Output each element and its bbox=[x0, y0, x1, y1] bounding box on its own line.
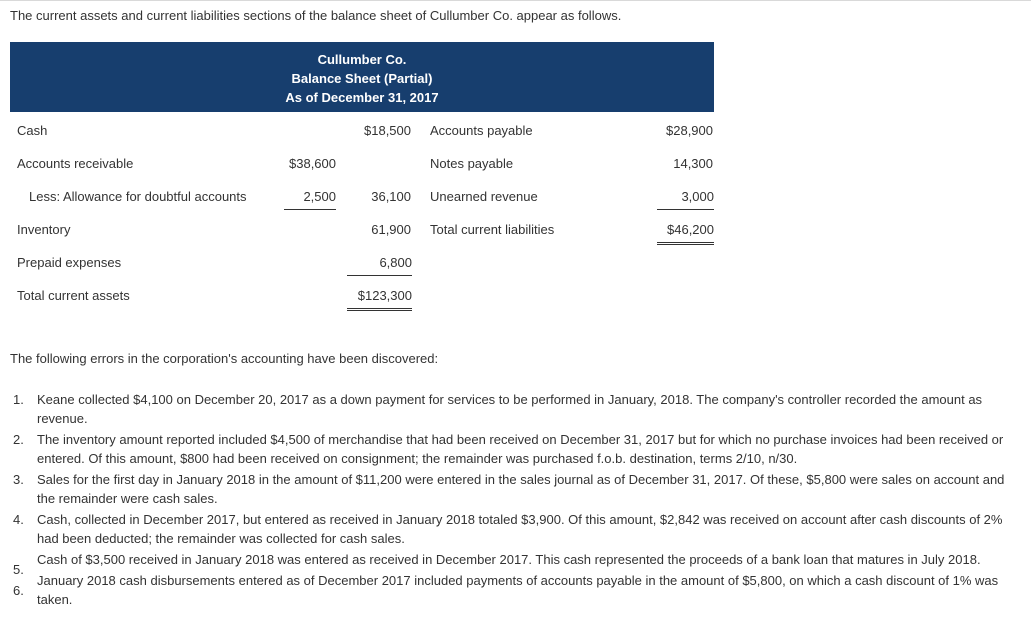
unearned-amount: 3,000 bbox=[657, 189, 714, 210]
error-text: January 2018 cash disbursements entered as of December 2017 included payments of accounts payable in the amount of $5,800, on which a cash discount of 1% was taken. bbox=[37, 573, 999, 607]
inventory-label: Inventory bbox=[17, 222, 71, 237]
cash-label: Cash bbox=[17, 123, 48, 138]
balance-sheet-header bbox=[10, 42, 714, 112]
total-assets-label: Total current assets bbox=[17, 288, 130, 303]
error-item bbox=[10, 470, 1025, 508]
prepaid-label: Prepaid expenses bbox=[17, 255, 122, 270]
error-text: Sales for the first day in January 2018 in the amount of $11,200 were entered in the sales journal as of December 31, 2017. Of these, $5,800 were sales on account and the remainder were cash sales. bbox=[37, 472, 1005, 506]
ap-amount: $28,900 bbox=[666, 123, 713, 138]
error-text: Cash of $3,500 received in January 2018 was entered as received in December 2017. This cash represented the proceeds of a bank loan that matures in July 2018. bbox=[37, 552, 981, 567]
ap-label: Accounts payable bbox=[430, 123, 533, 138]
error-item bbox=[10, 390, 1025, 428]
np-amount: 14,300 bbox=[673, 156, 713, 171]
error-number: 1. bbox=[13, 392, 24, 407]
error-text: Cash, collected in December 2017, but entered as received in January 2018 totaled $3,900. Of this amount, $2,842 was received on account after cash discounts of 2% had been deducted; the remainder was collected for cash sales. bbox=[37, 512, 1003, 546]
allowance-amount: 2,500 bbox=[284, 189, 336, 210]
error-text: Keane collected $4,100 on December 20, 2017 as a down payment for services to be performed in January, 2018. The company's controller recorded the amount as revenue. bbox=[37, 392, 983, 426]
ar-amount: $38,600 bbox=[289, 156, 336, 171]
company-name: Cullumber Co. bbox=[317, 52, 407, 67]
statement-title: Balance Sheet (Partial) bbox=[291, 71, 433, 86]
errors-list bbox=[10, 390, 1025, 611]
error-number: 4. bbox=[13, 512, 24, 527]
error-text: The inventory amount reported included $4,500 of merchandise that had been received on December 31, 2017 but for which no purchase invoices had been received or entered. Of this amount, $800 had been received on consignment; the remainder was purchased f.o.b. destination, terms 2/10, n/30. bbox=[37, 432, 1004, 466]
cash-total: $18,500 bbox=[364, 123, 411, 138]
top-divider bbox=[0, 0, 1031, 1]
error-number: 5. bbox=[13, 562, 24, 577]
error-item bbox=[10, 571, 1025, 609]
statement-date: As of December 31, 2017 bbox=[285, 90, 439, 105]
intro-text: The current assets and current liabilities sections of the balance sheet of Cullumber Co. appear as follows. bbox=[10, 8, 622, 23]
errors-intro: The following errors in the corporation's accounting have been discovered: bbox=[10, 351, 439, 366]
total-liabilities-amount: $46,200 bbox=[657, 222, 714, 245]
error-number: 3. bbox=[13, 472, 24, 487]
prepaid-total: 6,800 bbox=[347, 255, 412, 276]
error-item bbox=[10, 550, 1025, 577]
ar-label: Accounts receivable bbox=[17, 156, 134, 171]
total-liabilities-label: Total current liabilities bbox=[430, 222, 555, 237]
unearned-label: Unearned revenue bbox=[430, 189, 538, 204]
allowance-label: Less: Allowance for doubtful accounts bbox=[29, 189, 247, 204]
error-number: 2. bbox=[13, 432, 24, 447]
np-label: Notes payable bbox=[430, 156, 514, 171]
inventory-total: 61,900 bbox=[371, 222, 411, 237]
ar-net-total: 36,100 bbox=[371, 189, 411, 204]
error-number: 6. bbox=[13, 583, 24, 598]
error-item bbox=[10, 510, 1025, 548]
error-item bbox=[10, 430, 1025, 468]
total-assets-amount: $123,300 bbox=[347, 288, 412, 311]
